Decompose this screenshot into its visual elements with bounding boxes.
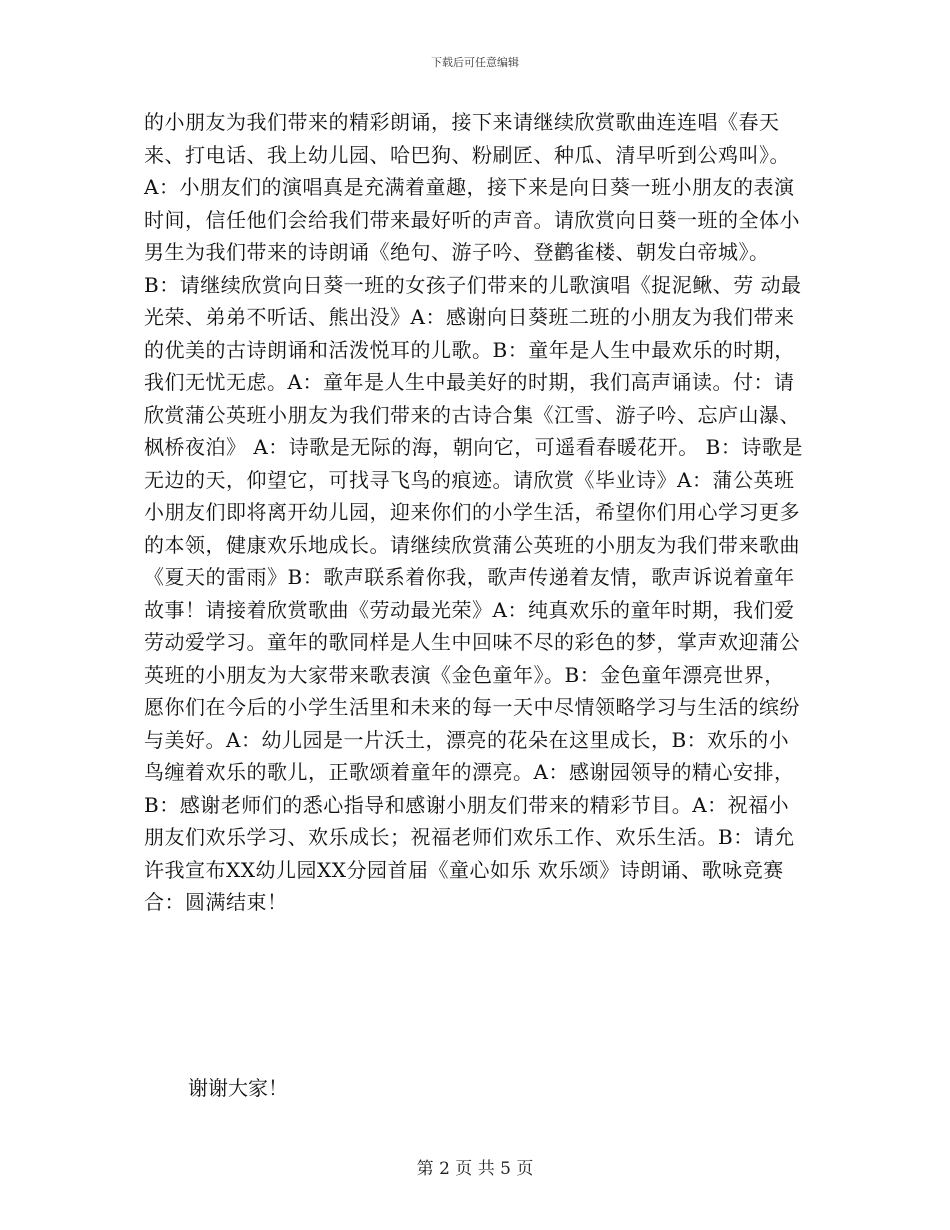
body-text (144, 106, 804, 919)
closing-line: 谢谢大家！ (188, 1076, 288, 1100)
main-paragraph: 的小朋友为我们带来的精彩朗诵，接下来请继续欣赏歌曲连连唱《春天来、打电话、我上幼儿园、哈巴狗、粉刷匠、种瓜、清早听到公鸡叫》。A：小朋友们的演唱真是充满着童趣，接下来是向日葵一班小朋友的表演时间，信任他们会给我们带来最好听的声音。请欣赏向日葵一班的全体小男生为我们带来的诗朗诵《绝句、游子吟、登鹳雀楼、朝发白帝城》。B：请继续欣赏向日葵一班的女孩子们带来的儿歌演唱《捉泥鳅、劳 动最光荣、弟弟不听话、熊出没》A：感谢向日葵班二班的小朋友为我们带来的优美的古诗朗诵和活泼悦耳的儿歌。B：童年是人生中最欢乐的时期，我们无忧无虑。A：童年是人生中最美好的时期，我们高声诵读。付：请欣赏蒲公英班小朋友为我们带来的古诗合集《江雪、游子吟、忘庐山瀑、枫桥夜泊》 A：诗歌是无际的海，朝向它，可遥看春暖花开。 B：诗歌是无边的天，仰望它，可找寻飞鸟的痕迹。请欣赏《毕业诗》A：蒲公英班小朋友们即将离开幼儿园，迎来你们的小学生活，希望你们用心学习更多的本领，健康欢乐地成长。请继续欣赏蒲公英班的小朋友为我们带来歌曲《夏天的雷雨》B：歌声联系着你我，歌声传递着友情，歌声诉说着童年故事！请接着欣赏歌曲《劳动最光荣》A：纯真欢乐的童年时期，我们爱劳动爱学习。童年的歌同样是人生中回味不尽的彩色的梦，掌声欢迎蒲公英班的小朋友为大家带来歌表演《金色童年》。B：金色童年漂亮世界，愿你们在今后的小学生活里和未来的每一天中尽情领略学习与生活的缤纷与美好。A：幼儿园是一片沃土，漂亮的花朵在这里成长，B：欢乐的小鸟缠着欢乐的歌儿，正歌颂着童年的漂亮。A：感谢园领导的精心安排，B：感谢老师们的悉心指导和感谢小朋友们带来的精彩节目。A：祝福小朋友们欢乐学习、欢乐成长；祝福老师们欢乐工作、欢乐生活。B：请允许我宣布XX幼儿园XX分园首届《童心如乐 欢乐颂》诗朗诵、歌咏竞赛合：圆满结束！ (144, 110, 803, 914)
page-footer: 第 2 页 共 5 页 (416, 1159, 534, 1179)
page-header: 下载后可任意编辑 (431, 56, 519, 69)
